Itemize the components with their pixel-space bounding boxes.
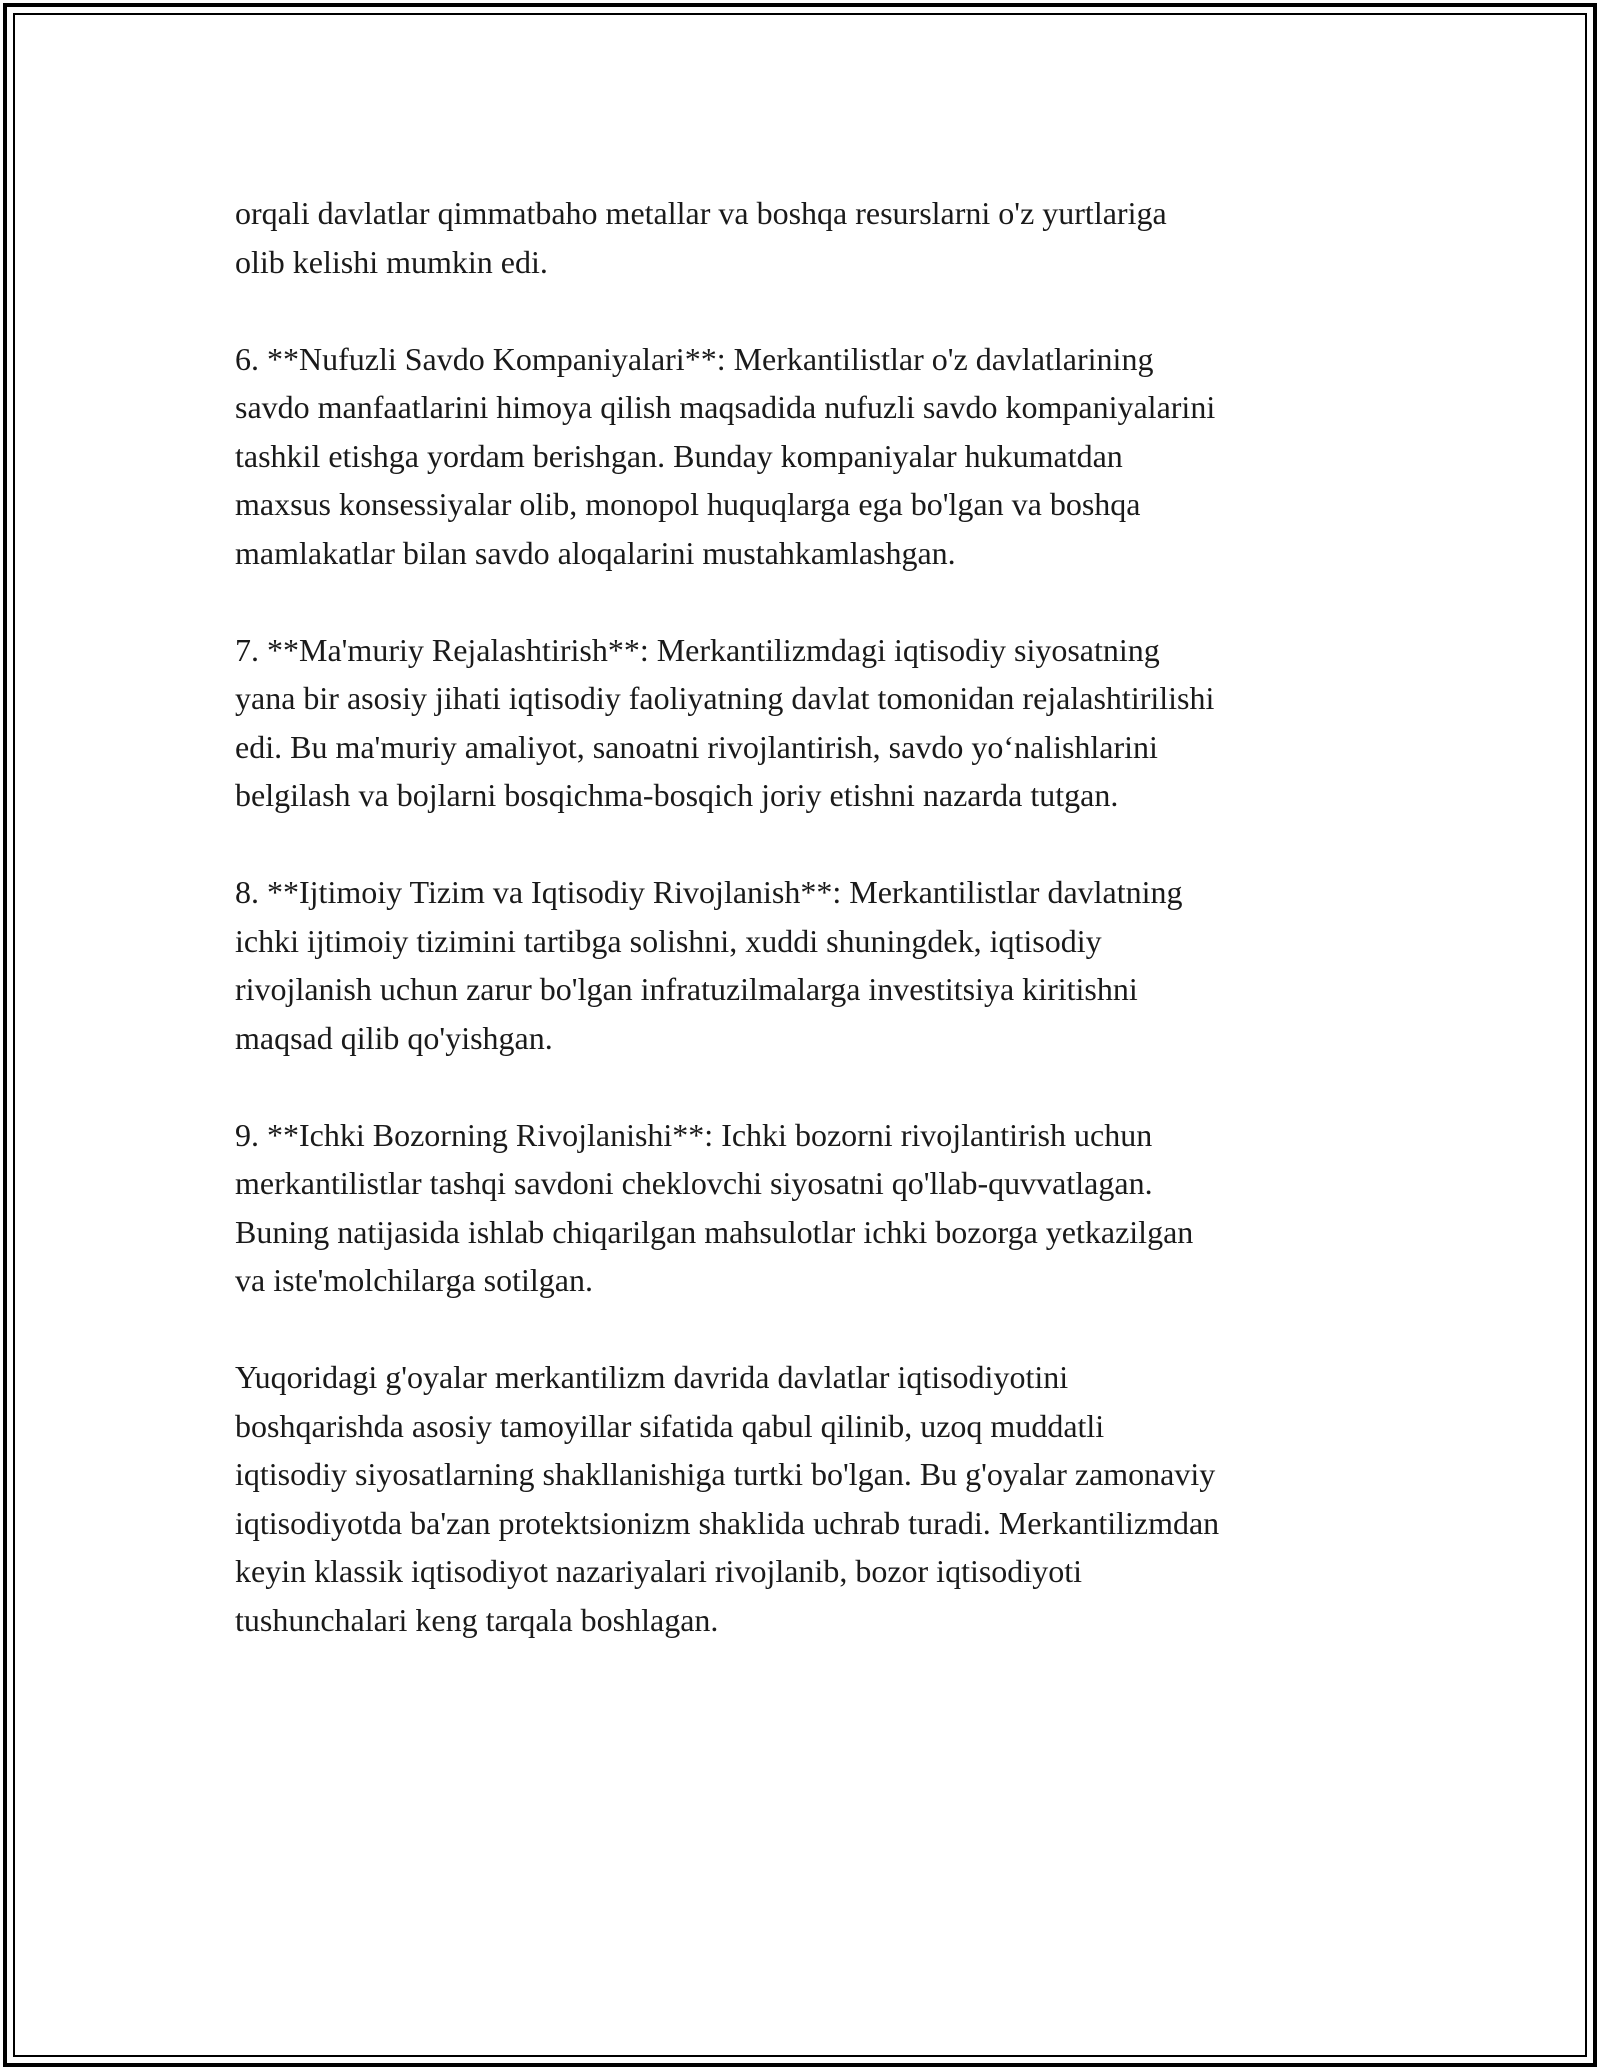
paragraph-conclusion: Yuqoridagi g'oyalar merkantilizm davrida davlatlar iqtisodiyotini boshqarishda asosiy tamoyillar sifatida qabul qilinib, uzoq muddatli iqtisodiy siyosatlarning shakllanishiga turtki bo'lgan. Bu g'oyalar zamonaviy iqtisodiyotda ba'zan protektsionizm shaklida uchrab turadi. Merkantilizmdan keyin klassik iqtisodiyot nazariyalari rivojlanib, bozor iqtisodiyoti tushunchalari keng tarqala boshlagan. [235, 1359, 1220, 1638]
paragraph-item-8-social-system: 8. **Ijtimoiy Tizim va Iqtisodiy Rivojlanish**: Merkantilistlar davlatning ichki ijtimoiy tizimini tartibga solishni, xuddi shuningdek, iqtisodiy rivojlanish uchun zarur bo'lgan infratuzilmalarga investitsiya kiritishni maqsad qilib qo'yishgan. [235, 874, 1183, 1056]
paragraph-item-9-internal-market: 9. **Ichki Bozorning Rivojlanishi**: Ichki bozorni rivojlantirish uchun merkantilistlar tashqi savdoni cheklovchi siyosatni qo'llab-quvvatlagan. Buning natijasida ishlab chiqarilgan mahsulotlar ichki bozorga yetkazilgan va iste'molchilarga sotilgan. [235, 1116, 1194, 1298]
paragraph-item-6-trade-companies: 6. **Nufuzli Savdo Kompaniyalari**: Merkantilistlar o'z davlatlarining savdo manfaatlarini himoya qilish maqsadida nufuzli savdo kompaniyalarini tashkil etishga yordam berishgan. Bunday kompaniyalar hukumatdan maxsus konsessiyalar olib, monopol huquqlarga ega bo'lgan va boshqa mamlakatlar bilan savdo aloqalarini mustahkamlashgan. [235, 340, 1216, 571]
paragraph-intro-continuation: orqali davlatlar qimmatbaho metallar va boshqa resurslarni o'z yurtlariga olib kelishi mumkin edi. [235, 195, 1167, 280]
document-body [235, 189, 1375, 1693]
paragraph-item-7-administrative-planning: 7. **Ma'muriy Rejalashtirish**: Merkantilizmdagi iqtisodiy siyosatning yana bir asosiy jihati iqtisodiy faoliyatning davlat tomonidan rejalashtirilishi edi. Bu ma'muriy amaliyot, sanoatni rivojlantirish, savdo yo‘nalishlarini belgilash va bojlarni bosqichma-bosqich joriy etishni nazarda tutgan. [235, 631, 1215, 813]
